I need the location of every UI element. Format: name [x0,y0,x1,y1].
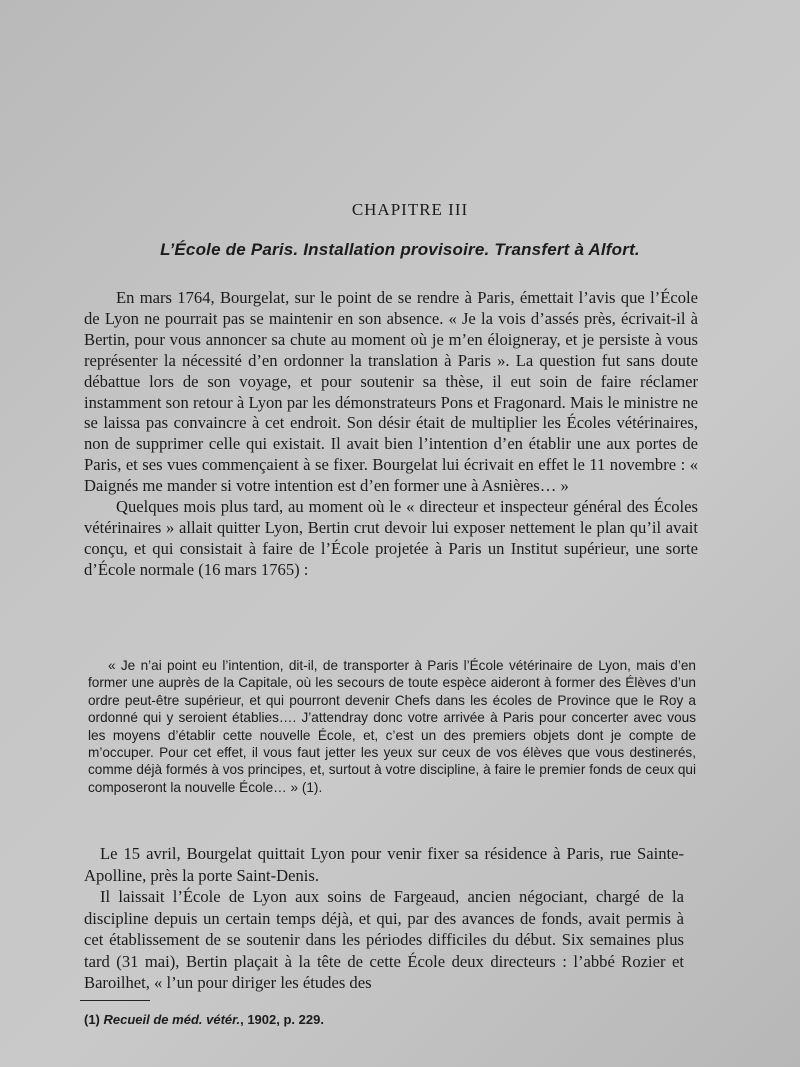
paragraph-1: En mars 1764, Bourgelat, sur le point de se rendre à Paris, émettait l’avis que l’École de Lyon ne pourrait pas se maintenir en son absence. « Je la vois d’assés près, écrivait-il à Bertin, pour vous annoncer sa chute au moment où je m’en éloigneray, et je persiste à vous représenter la nécessité d’en ordonner la translation à Paris ». La question fut sans doute débattue lors de son voyage, et pour soutenir sa thèse, il eut soin de faire réclamer instamment son retour à Lyon par les démonstrateurs Pons et Fragonard. Mais le ministre ne se laissa pas convaincre à cet endroit. Son désir était de multiplier les Écoles vétérinaires, non de supprimer celle qui existait. Il avait bien l’intention d’en établir une aux portes de Paris, et ses vues commençaient à se fixer. Bourgelat lui écrivait en effet le 11 novembre : « Daignés me mander si votre intention est d’en former une à Asnières… » [84,288,698,496]
paragraph-3: Le 15 avril, Bourgelat quittait Lyon pour venir fixer sa résidence à Paris, rue Sainte-Apolline, près la porte Saint-Denis. [84,844,684,885]
footnote [84,1012,324,1027]
paragraph-4: Il laissait l’École de Lyon aux soins de Fargeaud, ancien négociant, chargé de la discipline depuis un certain temps déjà, et qui, par des avances de fonds, avait permis à cet établissement de se soutenir dans les périodes difficiles du début. Six semaines plus tard (31 mai), Bertin plaçait à la tête de cette École deux directeurs : l’abbé Rozier et Baroilhet, « l’un pour diriger les études des [84,887,684,992]
block-quote [88,657,696,796]
footnote-source: Recueil de méd. vétér. [103,1012,241,1027]
main-text-continued [84,843,684,994]
quote-text: « Je n’ai point eu l’intention, dit-il, de transporter à Paris l’École vétérinaire de Lyon, mais d’en former une auprès de la Capitale, où les secours de toute espèce aideront à former des Élèves d’un ordre peut-être supérieur, et qui pourront devenir Chefs dans les écoles de Province que le Roy a ordonné qui y seroient établies…. J’attendray donc votre arrivée à Paris pour concerter avec vous les moyens d’établir cette nouvelle École, et, c’est un des premiers objets dont je compte de m’occuper. Pour cet effet, il vous faut jetter les yeux sur ceux de vos élèves que vous destinerés, comme déjà formés à vos principes, et, surtout à votre discipline, à faire le premier fonds de ceux qui composeront la nouvelle École… » (1). [88,658,696,795]
chapter-title: CHAPITRE III [351,200,469,219]
main-text [84,288,698,581]
footnote-rule [80,1000,150,1001]
footnote-rest: , 1902, p. 229. [240,1012,324,1027]
footnote-number: (1) [84,1012,100,1027]
paragraph-2: Quelques mois plus tard, au moment où le « directeur et inspecteur général des Écoles vétérinaires » allait quitter Lyon, Bertin crut devoir lui exposer nettement le plan qu’il avait conçu, et qui consistait à faire de l’École projetée à Paris un Institut supérieur, une sorte d’École normale (16 mars 1765) : [84,497,698,579]
chapter-subtitle: L’École de Paris. Installation provisoire. Transfert à Alfort. [160,240,640,259]
